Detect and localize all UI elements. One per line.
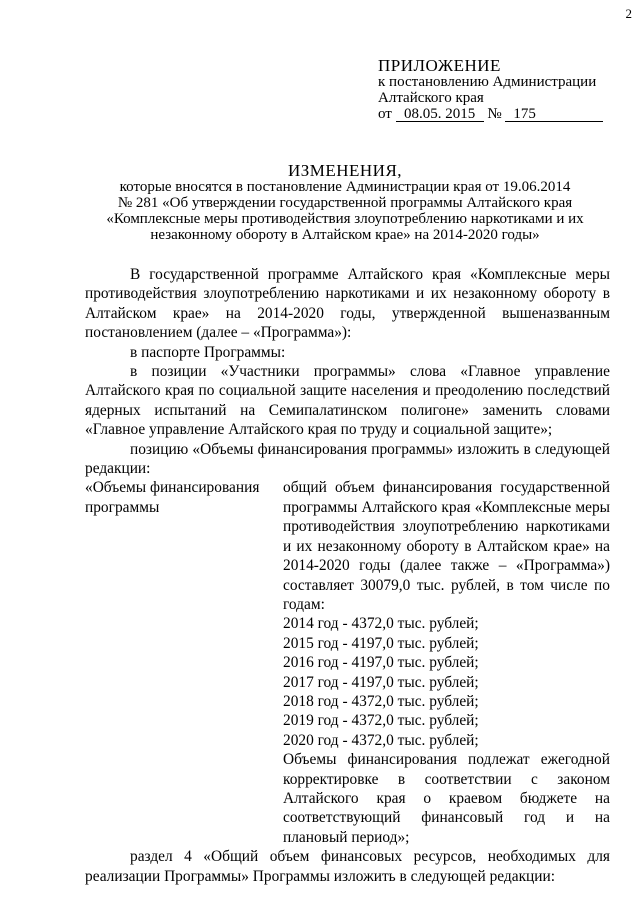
page-number: 2 (625, 6, 632, 21)
number-value: 175 (505, 107, 603, 122)
year-row: 2019 год - 4372,0 тыс. рублей; (283, 712, 479, 730)
date-value: 08.05. 2015 (396, 107, 484, 122)
paragraph-1: В государственной программе Алтайского края «Комплексные меры противодействия злоупотреблению наркотиками и их незаконному обороту в Алтайском крае» на 2014-2020 годы, утвержденной вышеназванным постановлением (далее – «Программа»): (85, 266, 610, 342)
title-line-3: «Комплексные меры противодействия злоупотреблению наркотиками и их (106, 211, 584, 227)
date-prefix: от (378, 106, 392, 122)
appendix-heading: ПРИЛОЖЕНИЕ (378, 56, 501, 75)
year-row: 2014 год - 4372,0 тыс. рублей; (283, 615, 479, 633)
title-line-2: № 281 «Об утверждении государственной программы Алтайского края (117, 195, 573, 211)
title-line-4: незаконному обороту в Алтайском крае» на 2014-2020 годы» (150, 227, 540, 243)
appendix-date-line (378, 106, 603, 122)
paragraph-5: раздел 4 «Общий объем финансовых ресурсов, необходимых для реализации Программы» Программы изложить в следующей редакции: (85, 848, 610, 885)
paragraph-3: в позиции «Участники программы» слова «Главное управление Алтайского края по социальной защите населения и преодолению последствий ядерных испытаний на Семипалатинском полигоне» заменить словами «Главное управление Алтайского края по труду и социальной защите»; (85, 363, 610, 439)
appendix-line-1: к постановлению Администрации (378, 74, 597, 90)
financing-outro: Объемы финансирования подлежат ежегодной корректировке в соответствии с законом Алтайского края о краевом бюджете на соответствующий финансовый год и на плановый период»; (283, 751, 610, 846)
document-title (85, 163, 605, 243)
year-row: 2018 год - 4372,0 тыс. рублей; (283, 692, 479, 710)
year-row: 2016 год - 4197,0 тыс. рублей; (283, 654, 479, 672)
number-sign: № (487, 106, 502, 122)
financing-table (85, 478, 610, 847)
financing-intro: общий объем финансирования государственной программы Алтайского края «Комплексные меры противодействия злоупотреблению наркотиками и их незаконному обороту в Алтайском крае» на 2014-2020 годы (далее также – «Программа») составляет 30079,0 тыс. рублей, в том числе по годам: (283, 479, 610, 613)
year-row: 2020 год - 4372,0 тыс. рублей; (283, 731, 479, 749)
title-line-1: которые вносятся в постановление Администрации края от 19.06.2014 (119, 179, 571, 195)
financing-content (283, 478, 610, 847)
document-body (85, 265, 610, 886)
paragraph-4: позицию «Объемы финансирования программы» изложить в следующей редакции: (85, 440, 610, 478)
paragraph-2: в паспорте Программы: (130, 343, 286, 361)
year-row: 2015 год - 4197,0 тыс. рублей; (283, 634, 479, 652)
appendix-line-2: Алтайского края (378, 90, 484, 106)
financing-label: «Объемы финансирования программы (85, 479, 260, 516)
title-heading: ИЗМЕНЕНИЯ, (287, 161, 403, 180)
appendix-block (378, 58, 603, 122)
year-row: 2017 год - 4197,0 тыс. рублей; (283, 673, 479, 691)
